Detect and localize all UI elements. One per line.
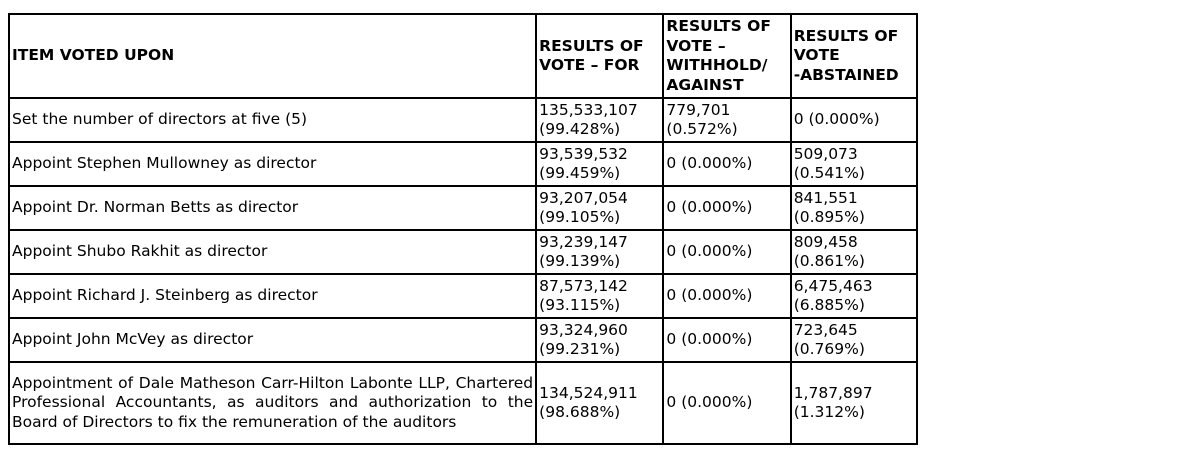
abstained-pct: (6.885%) [793,296,865,314]
abstained-cell: 0 (0.000%) [791,98,917,142]
table-row [9,142,917,186]
withhold-count: 779,701 [666,100,731,119]
header-row [9,14,917,98]
for-cell [536,274,663,318]
for-count: 93,239,147 [539,232,628,251]
abstained-cell [791,230,917,274]
item-cell: Appoint Richard J. Steinberg as director [9,274,536,318]
abstained-cell [791,142,917,186]
header-abstained-line: RESULTS OF [793,26,899,45]
for-count: 87,573,142 [539,276,628,295]
table-row [9,186,917,230]
withhold-pct: (0.572%) [666,120,738,138]
abstained-pct: (0.895%) [793,208,865,226]
for-cell [536,230,663,274]
abstained-count: 6,475,463 [793,276,873,295]
header-abstained-line: VOTE [793,46,840,65]
item-cell: Appoint Stephen Mullowney as director [9,142,536,186]
abstained-count: 809,458 [793,232,858,251]
abstained-pct: (0.541%) [793,164,865,182]
vote-results-table [8,13,918,445]
for-pct: (99.231%) [539,340,621,358]
header-for-line: VOTE – FOR [539,56,640,74]
withhold-cell: 0 (0.000%) [663,142,790,186]
header-results-abstained [791,14,917,98]
abstained-pct: (0.861%) [793,252,865,270]
for-count: 93,324,960 [539,320,628,339]
header-results-withhold [663,14,790,98]
header-item-voted-upon [9,14,536,98]
header-for-line: RESULTS OF [539,36,644,55]
table-row [9,274,917,318]
item-cell: Appoint John McVey as director [9,318,536,362]
for-pct: (99.139%) [539,252,621,270]
for-cell [536,318,663,362]
abstained-cell [791,362,917,444]
abstained-count: 841,551 [793,188,858,207]
table-row [9,230,917,274]
header-withhold-line: VOTE – [666,36,726,55]
for-pct: (99.428%) [539,120,621,138]
abstained-count: 723,645 [793,320,858,339]
table-row [9,318,917,362]
for-count: 135,533,107 [539,100,638,119]
item-cell: Appoint Shubo Rakhit as director [9,230,536,274]
header-results-for [536,14,663,98]
header-item-label: ITEM VOTED UPON [12,46,175,65]
for-pct: (99.459%) [539,164,621,182]
withhold-cell: 0 (0.000%) [663,274,790,318]
abstained-count: 509,073 [793,144,858,163]
abstained-count: 1,787,897 [793,383,873,402]
for-pct: (99.105%) [539,208,621,226]
header-abstained-line: -ABSTAINED [793,65,899,84]
table-row [9,98,917,142]
item-cell: Appointment of Dale Matheson Carr-Hilton Labonte LLP, Chartered Professional Accountants, as auditors and authorization to the Board of Directors to fix the remuneration of the auditors [9,362,536,444]
withhold-cell: 0 (0.000%) [663,318,790,362]
item-cell: Appoint Dr. Norman Betts as director [9,186,536,230]
table-row [9,362,917,444]
for-pct: (93.115%) [539,296,621,314]
abstained-pct: (1.312%) [793,403,865,421]
for-count: 134,524,911 [539,383,638,402]
abstained-cell [791,318,917,362]
for-count: 93,539,532 [539,144,628,163]
for-cell [536,98,663,142]
for-pct: (98.688%) [539,403,621,421]
for-cell [536,142,663,186]
withhold-cell: 0 (0.000%) [663,362,790,444]
withhold-cell: 0 (0.000%) [663,186,790,230]
withhold-cell: 0 (0.000%) [663,230,790,274]
item-cell: Set the number of directors at five (5) [9,98,536,142]
for-cell [536,362,663,444]
header-withhold-line: AGAINST [666,75,744,94]
for-cell [536,186,663,230]
abstained-cell [791,274,917,318]
for-count: 93,207,054 [539,188,628,207]
header-withhold-line: RESULTS OF [666,17,771,35]
abstained-cell [791,186,917,230]
abstained-pct: (0.769%) [793,340,865,358]
header-withhold-line: WITHHOLD/ [666,56,768,74]
withhold-cell [663,98,790,142]
